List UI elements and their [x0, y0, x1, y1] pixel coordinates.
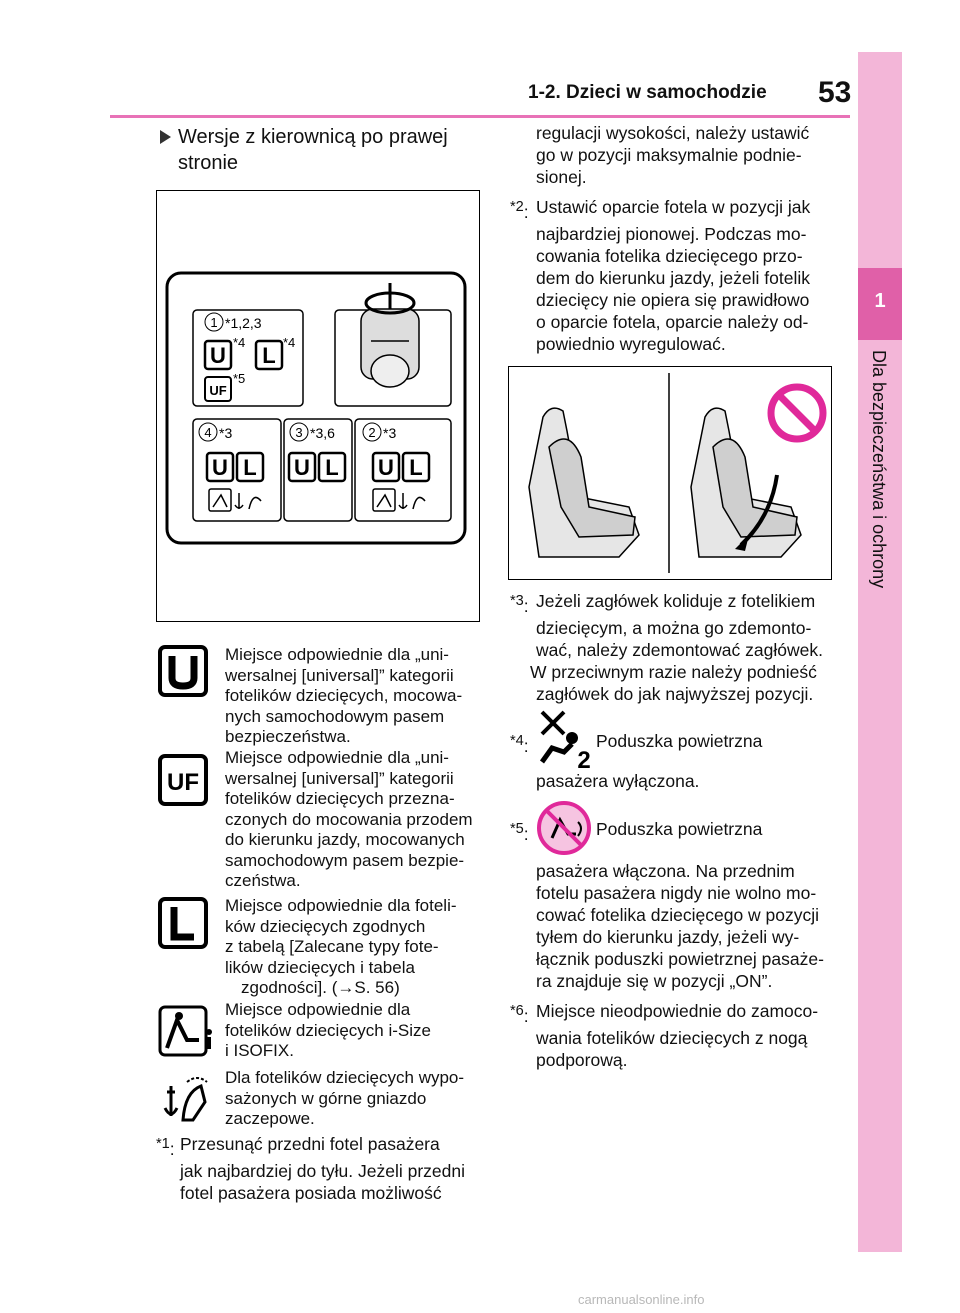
note-6: $^{*6}$: Miejsce nieodpowiednie do zamoco- wania fotelików dziecięcych z nogą podporową.	[510, 1001, 819, 1070]
note-5-mark: $^{*5}$:	[510, 821, 529, 844]
note-4-continued: pasażera wyłączona.	[536, 771, 700, 791]
seat3-u-letter: U	[294, 455, 310, 480]
seat-number-4: 4	[204, 425, 212, 440]
seat-number-3: 3	[295, 425, 303, 440]
seat1-uf-note: *5	[233, 371, 246, 386]
prohibited-icon	[771, 387, 823, 439]
seat3-notes: *3,6	[310, 425, 335, 441]
note-1-continued: regulacji wysokości, należy ustawić go w pozycji maksymalnie podnie- sionej.	[536, 123, 810, 187]
driver-icon	[361, 283, 419, 387]
section-heading: Wersje z kierownicą po prawej stronie	[178, 126, 448, 174]
seat4-u-letter: U	[212, 455, 228, 480]
airbag-off-icon	[536, 708, 594, 775]
seat1-u-note: *4	[233, 335, 246, 350]
legend-tether-description: Dla fotelików dziecięcych wypo- sażonych w górne gniazdo zaczepowe.	[225, 1068, 465, 1128]
seat1-u-letter: U	[210, 343, 226, 368]
seat1-notes: *1,2,3	[225, 315, 262, 331]
page-number: 53	[818, 76, 852, 109]
note-4-mark: $^{*4}$:	[510, 733, 529, 756]
seat2-u-letter: U	[378, 455, 394, 480]
header-rule	[110, 115, 850, 118]
legend-uf-description: Miejsce odpowiednie dla „uni- wersalnej [universal]” kategorii fotelików dziecięcych przezna- czonych do mocowania przodem do kierunku jazdy, mocowanych samochodowym pasem bezpie- czeństwa.	[225, 748, 473, 890]
seat-position-diagram	[156, 190, 480, 622]
seat1-l-letter: L	[262, 343, 276, 368]
chapter-number: 1	[874, 290, 886, 312]
universal-u-icon	[157, 644, 209, 703]
seat4-l-letter: L	[243, 455, 257, 480]
svg-text:UF: UF	[167, 769, 199, 796]
note-1: $^{*1}$: Przesunąć przedni fotel pasażera jak najbardziej do tyłu. Jeżeli przedni fotel pasażera posiada możliwość	[156, 1134, 466, 1203]
compatibility-l-icon	[157, 896, 209, 955]
seat2-l-letter: L	[409, 455, 423, 480]
seat1-uf-letter: UF	[209, 383, 227, 398]
chapter-side-tab	[858, 52, 902, 1252]
note-4-text: Poduszka powietrzna	[596, 731, 763, 751]
footer-watermark: carmanualsonline.info	[578, 1292, 705, 1307]
seat2-notes: *3	[383, 425, 397, 441]
svg-text:2: 2	[577, 747, 591, 770]
seat1-l-note: *4	[283, 335, 296, 350]
note-5-text: Poduszka powietrzna	[596, 819, 763, 839]
seatback-adjust-figure	[508, 366, 832, 580]
section-title: 1-2. Dzieci w samochodzie	[528, 82, 767, 103]
note-3: $^{*3}$: Jeżeli zagłówek koliduje z fotelikiem dziecięcym, a można go zdemonto- wać, należy zdemontować zagłówek. W przeciwnym razie należy podnieść zagłówek do jak najwyższej pozycji.	[510, 591, 823, 704]
seat-number-2: 2	[368, 425, 376, 440]
legend-l-description: Miejsce odpowiednie dla foteli- ków dziecięcych zgodnych z tabelą [Zalecane typy fote- lików dziecięcych i tabela zgodności]. (→S. 56)	[225, 896, 457, 997]
seat4-notes: *3	[219, 425, 233, 441]
top-tether-anchor-icon	[157, 1072, 209, 1133]
isofix-seat-icon	[157, 1004, 209, 1065]
seat3-l-letter: L	[325, 455, 339, 480]
note-5-continued: pasażera włączona. Na przednim fotelu pasażera nigdy nie wolno mo- cować fotelika dziecięcego w pozycji tyłem do kierunku jazdy, jeżeli wy- łącznik poduszki powietrznej pasaże- ra znajduje się w pozycji „ON”.	[536, 861, 824, 991]
seat-number-1: 1	[210, 315, 218, 330]
chapter-title: Dla bezpieczeństwa i ochrony	[869, 350, 889, 589]
triangle-bullet-icon	[158, 128, 172, 151]
airbag-on-prohibited-icon	[536, 800, 592, 861]
note-2: $^{*2}$: Ustawić oparcie fotela w pozycji jak najbardziej pionowej. Podczas mo- cowania fotelika dziecięcego przo- dem do kierunku jazdy, jeżeli fotelik dziecięcy nie opiera się prawidłowo o oparcie fotela, oparcie należy od- powiednio wyregulować.	[510, 197, 811, 354]
universal-forward-uf-icon	[157, 753, 209, 812]
legend-u-description: Miejsce odpowiednie dla „uni- wersalnej [universal]” kategorii fotelików dziecięcych, mocowa- nych samochodowym pasem bezpieczeństwa.	[225, 645, 463, 746]
legend-isofix-description: Miejsce odpowiednie dla fotelików dziecięcych i-Size i ISOFIX.	[225, 1000, 431, 1060]
